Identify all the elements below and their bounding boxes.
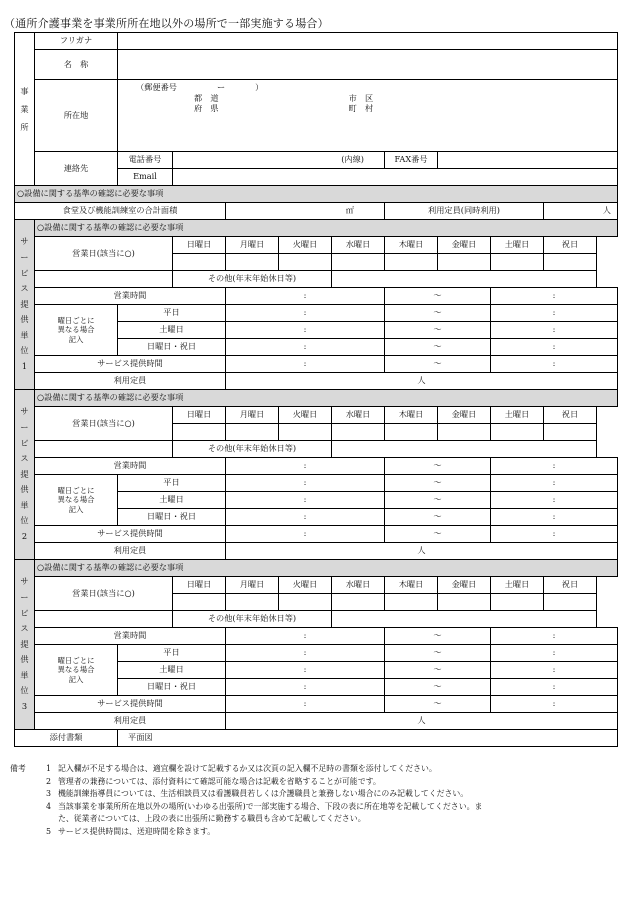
end-time-cell[interactable]: : bbox=[491, 475, 618, 492]
day-mark-cell[interactable] bbox=[226, 424, 279, 441]
facility-section-header: ○設備に関する基準の確認に必要な事項 bbox=[15, 186, 618, 203]
range-tilde-cell: 〜 bbox=[385, 288, 491, 305]
end-time-cell[interactable]: : bbox=[491, 356, 618, 373]
office-section-label: 事 業 所 bbox=[15, 33, 35, 186]
email-label: Email bbox=[118, 169, 173, 186]
start-time-cell[interactable]: : bbox=[226, 696, 385, 713]
capacity-label: 利用定員(同時利用) bbox=[385, 203, 544, 220]
capacity-field[interactable]: 人 bbox=[226, 543, 618, 560]
day-mark-cell[interactable] bbox=[544, 594, 597, 611]
day-mark-cell[interactable] bbox=[332, 594, 385, 611]
start-time-cell[interactable]: : bbox=[226, 458, 385, 475]
fax-field[interactable] bbox=[438, 152, 618, 169]
day-header: 土曜日 bbox=[491, 407, 544, 424]
range-tilde-cell: 〜 bbox=[385, 526, 491, 543]
application-form-table bbox=[14, 32, 618, 747]
saturday-label: 土曜日 bbox=[118, 492, 226, 509]
day-mark-cell[interactable] bbox=[332, 254, 385, 271]
range-tilde-cell: 〜 bbox=[385, 475, 491, 492]
start-time-cell[interactable]: : bbox=[226, 356, 385, 373]
weekday-diff-label: 曜日ごとに 異なる場合 記入 bbox=[35, 305, 118, 356]
end-time-cell[interactable]: : bbox=[491, 526, 618, 543]
day-mark-cell[interactable] bbox=[438, 254, 491, 271]
range-tilde-cell: 〜 bbox=[385, 679, 491, 696]
day-header: 水曜日 bbox=[332, 577, 385, 594]
end-time-cell[interactable]: : bbox=[491, 509, 618, 526]
day-header: 日曜日 bbox=[173, 577, 226, 594]
area-field[interactable] bbox=[226, 203, 385, 220]
furigana-field[interactable] bbox=[118, 33, 618, 50]
other-days-field[interactable] bbox=[332, 611, 597, 628]
day-mark-cell[interactable] bbox=[491, 594, 544, 611]
capacity-label: 利用定員 bbox=[35, 543, 226, 560]
day-header: 火曜日 bbox=[279, 237, 332, 254]
area-label: 食堂及び機能訓練室の合計面積 bbox=[15, 203, 226, 220]
sunday-holiday-label: 日曜日・祝日 bbox=[118, 679, 226, 696]
note-item bbox=[10, 826, 620, 839]
range-tilde-cell: 〜 bbox=[385, 339, 491, 356]
other-days-label: その他(年末年始休日等) bbox=[173, 611, 332, 628]
end-time-cell[interactable]: : bbox=[491, 322, 618, 339]
weekday-label: 平日 bbox=[118, 475, 226, 492]
start-time-cell[interactable]: : bbox=[226, 492, 385, 509]
start-time-cell[interactable]: : bbox=[226, 628, 385, 645]
day-header: 水曜日 bbox=[332, 407, 385, 424]
range-tilde-cell: 〜 bbox=[385, 458, 491, 475]
weekday-diff-label: 曜日ごとに 異なる場合 記入 bbox=[35, 475, 118, 526]
capacity-unit: 人 bbox=[602, 205, 611, 216]
day-header: 祝日 bbox=[544, 577, 597, 594]
day-header: 水曜日 bbox=[332, 237, 385, 254]
range-tilde-cell: 〜 bbox=[385, 322, 491, 339]
day-header: 土曜日 bbox=[491, 237, 544, 254]
saturday-label: 土曜日 bbox=[118, 662, 226, 679]
weekday-label: 平日 bbox=[118, 305, 226, 322]
sunday-holiday-label: 日曜日・祝日 bbox=[118, 339, 226, 356]
location-label: 所在地 bbox=[35, 80, 118, 152]
day-header: 日曜日 bbox=[173, 407, 226, 424]
business-hours-label: 営業時間 bbox=[35, 458, 226, 475]
day-mark-cell[interactable] bbox=[544, 254, 597, 271]
area-unit: ㎡ bbox=[345, 205, 354, 216]
note-text: た、従業者については、上段の表に出張所に勤務する職員も含めて記載してください。 bbox=[58, 814, 366, 824]
location-field[interactable] bbox=[118, 80, 618, 152]
day-header: 金曜日 bbox=[438, 407, 491, 424]
end-time-cell[interactable]: : bbox=[491, 679, 618, 696]
notes-label: 備考 bbox=[10, 764, 26, 773]
note-number: 1 bbox=[46, 764, 52, 773]
day-header: 祝日 bbox=[544, 407, 597, 424]
note-item bbox=[10, 763, 620, 776]
business-hours-label: 営業時間 bbox=[35, 288, 226, 305]
email-field[interactable] bbox=[173, 169, 618, 186]
capacity-field[interactable]: 人 bbox=[226, 373, 618, 390]
extension-label: (内線) bbox=[341, 154, 364, 165]
day-mark-cell[interactable] bbox=[544, 424, 597, 441]
range-tilde-cell: 〜 bbox=[385, 356, 491, 373]
note-item bbox=[10, 813, 620, 826]
tel-field[interactable] bbox=[173, 152, 385, 169]
note-item bbox=[10, 801, 620, 814]
fu-ken-label: 府 県 bbox=[194, 103, 219, 114]
range-tilde-cell: 〜 bbox=[385, 662, 491, 679]
range-tilde-cell: 〜 bbox=[385, 509, 491, 526]
service-hours-label: サービス提供時間 bbox=[35, 696, 226, 713]
weekday-label: 平日 bbox=[118, 645, 226, 662]
other-days-field[interactable] bbox=[332, 271, 597, 288]
day-header: 月曜日 bbox=[226, 577, 279, 594]
note-text: 管理者の兼務については、添付資料にて確認可能な場合は記載を省略することが可能です。 bbox=[58, 776, 381, 786]
day-header: 火曜日 bbox=[279, 407, 332, 424]
day-mark-cell[interactable] bbox=[491, 254, 544, 271]
day-mark-cell[interactable] bbox=[173, 594, 226, 611]
day-mark-cell[interactable] bbox=[226, 254, 279, 271]
range-tilde-cell: 〜 bbox=[385, 305, 491, 322]
end-time-cell[interactable]: : bbox=[491, 492, 618, 509]
attachments-label: 添付書類 bbox=[15, 730, 118, 747]
start-time-cell[interactable]: : bbox=[226, 679, 385, 696]
unit-section-header: ○設備に関する基準の確認に必要な事項 bbox=[35, 390, 618, 407]
postal-label: （郵便番号 bbox=[136, 82, 177, 92]
service-unit-label-1: サ ー ビ ス 提 供 単 位 1 bbox=[15, 220, 35, 390]
day-mark-cell[interactable] bbox=[385, 594, 438, 611]
day-header: 金曜日 bbox=[438, 577, 491, 594]
start-time-cell[interactable]: : bbox=[226, 662, 385, 679]
range-tilde-cell: 〜 bbox=[385, 645, 491, 662]
range-tilde-cell: 〜 bbox=[385, 696, 491, 713]
capacity-field[interactable]: 人 bbox=[226, 713, 618, 730]
note-number: 4 bbox=[46, 801, 52, 811]
start-time-cell[interactable]: : bbox=[226, 305, 385, 322]
end-time-cell[interactable]: : bbox=[491, 628, 618, 645]
saturday-label: 土曜日 bbox=[118, 322, 226, 339]
day-header: 金曜日 bbox=[438, 237, 491, 254]
day-mark-cell[interactable] bbox=[385, 254, 438, 271]
day-mark-cell[interactable] bbox=[279, 594, 332, 611]
sunday-holiday-label: 日曜日・祝日 bbox=[118, 509, 226, 526]
day-header: 祝日 bbox=[544, 237, 597, 254]
day-mark-cell[interactable] bbox=[332, 424, 385, 441]
chou-son-label: 町 村 bbox=[348, 103, 374, 114]
capacity-label: 利用定員 bbox=[35, 373, 226, 390]
start-time-cell[interactable]: : bbox=[226, 322, 385, 339]
start-time-cell[interactable]: : bbox=[226, 509, 385, 526]
end-time-cell[interactable]: : bbox=[491, 696, 618, 713]
unit-section-header: ○設備に関する基準の確認に必要な事項 bbox=[35, 220, 618, 237]
unit-section-header: ○設備に関する基準の確認に必要な事項 bbox=[35, 560, 618, 577]
name-label: 名 称 bbox=[35, 50, 118, 80]
day-header: 月曜日 bbox=[226, 407, 279, 424]
contact-label: 連絡先 bbox=[35, 152, 118, 186]
note-number bbox=[46, 813, 58, 826]
start-time-cell[interactable]: : bbox=[226, 526, 385, 543]
note-text: 当該事業を事業所所在地以外の場所(いわゆる出張所)で一部実施する場合、下段の表に所在地等を記載してください。ま bbox=[58, 801, 483, 811]
day-header: 火曜日 bbox=[279, 577, 332, 594]
day-mark-cell[interactable] bbox=[173, 424, 226, 441]
furigana-label: フリガナ bbox=[35, 33, 118, 50]
note-number: 3 bbox=[46, 789, 52, 799]
other-days-label: その他(年末年始休日等) bbox=[173, 441, 332, 458]
day-mark-cell[interactable] bbox=[173, 254, 226, 271]
postal-dash: ー bbox=[216, 82, 226, 92]
range-tilde-cell: 〜 bbox=[385, 628, 491, 645]
end-time-cell[interactable]: : bbox=[491, 288, 618, 305]
day-header: 木曜日 bbox=[385, 237, 438, 254]
name-field[interactable] bbox=[118, 50, 618, 80]
weekday-diff-label: 曜日ごとに 異なる場合 記入 bbox=[35, 645, 118, 696]
capacity-label: 利用定員 bbox=[35, 713, 226, 730]
day-header: 木曜日 bbox=[385, 577, 438, 594]
business-days-blank bbox=[35, 441, 173, 458]
notes-section bbox=[10, 763, 620, 839]
fax-label: FAX番号 bbox=[385, 152, 438, 169]
day-header: 木曜日 bbox=[385, 407, 438, 424]
range-tilde-cell: 〜 bbox=[385, 492, 491, 509]
business-hours-label: 営業時間 bbox=[35, 628, 226, 645]
business-days-label: 営業日(該当に○) bbox=[35, 407, 173, 441]
shi-ku-label: 市 区 bbox=[348, 92, 374, 103]
day-header: 月曜日 bbox=[226, 237, 279, 254]
day-mark-cell[interactable] bbox=[226, 594, 279, 611]
start-time-cell[interactable]: : bbox=[226, 288, 385, 305]
note-text: 機能訓練指導員については、生活相談員又は看護職員若しくは介護職員と兼務しない場合にのみ記載してください。 bbox=[58, 789, 469, 799]
attachments-value: 平面図 bbox=[118, 730, 618, 747]
note-number: 5 bbox=[46, 826, 52, 836]
end-time-cell[interactable]: : bbox=[491, 458, 618, 475]
start-time-cell[interactable]: : bbox=[226, 475, 385, 492]
form-title: （通所介護事業を事業所所在地以外の場所で一部実施する場合） bbox=[4, 17, 329, 30]
other-days-field[interactable] bbox=[332, 441, 597, 458]
note-item bbox=[10, 788, 620, 801]
business-days-label: 営業日(該当に○) bbox=[35, 577, 173, 611]
note-text: 記入欄が不足する場合は、適宜欄を設けて記載するか又は次頁の記入欄不足時の書類を添付してください。 bbox=[58, 764, 437, 773]
tel-label: 電話番号 bbox=[118, 152, 173, 169]
other-days-label: その他(年末年始休日等) bbox=[173, 271, 332, 288]
day-header: 土曜日 bbox=[491, 577, 544, 594]
start-time-cell[interactable]: : bbox=[226, 339, 385, 356]
service-hours-label: サービス提供時間 bbox=[35, 526, 226, 543]
end-time-cell[interactable]: : bbox=[491, 305, 618, 322]
business-days-blank bbox=[35, 271, 173, 288]
day-mark-cell[interactable] bbox=[438, 424, 491, 441]
business-days-blank bbox=[35, 611, 173, 628]
to-dou-label: 都 道 bbox=[194, 92, 219, 103]
postal-close: ） bbox=[255, 82, 264, 92]
service-unit-label-2: サ ー ビ ス 提 供 単 位 2 bbox=[15, 390, 35, 560]
day-mark-cell[interactable] bbox=[279, 424, 332, 441]
end-time-cell[interactable]: : bbox=[491, 339, 618, 356]
end-time-cell[interactable]: : bbox=[491, 645, 618, 662]
capacity-field[interactable] bbox=[544, 203, 618, 220]
day-header: 日曜日 bbox=[173, 237, 226, 254]
end-time-cell[interactable]: : bbox=[491, 662, 618, 679]
service-hours-label: サービス提供時間 bbox=[35, 356, 226, 373]
day-mark-cell[interactable] bbox=[438, 594, 491, 611]
business-days-label: 営業日(該当に○) bbox=[35, 237, 173, 271]
day-mark-cell[interactable] bbox=[491, 424, 544, 441]
start-time-cell[interactable]: : bbox=[226, 645, 385, 662]
note-number: 2 bbox=[46, 776, 52, 786]
note-item bbox=[10, 776, 620, 789]
day-mark-cell[interactable] bbox=[385, 424, 438, 441]
service-unit-label-3: サ ー ビ ス 提 供 単 位 3 bbox=[15, 560, 35, 730]
day-mark-cell[interactable] bbox=[279, 254, 332, 271]
note-text: サービス提供時間は、送迎時間を除きます。 bbox=[58, 826, 216, 836]
